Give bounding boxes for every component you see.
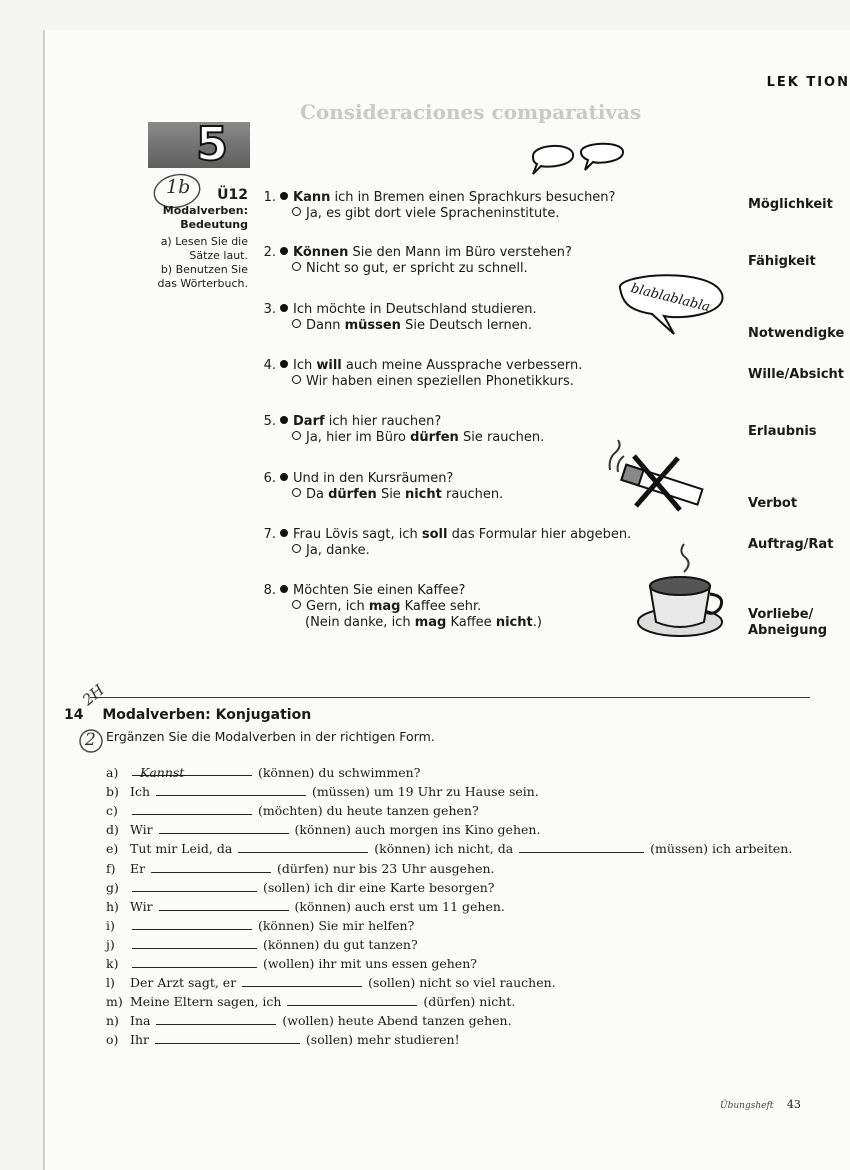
handwritten-number: 2 — [85, 730, 96, 750]
answer-blank[interactable] — [132, 880, 257, 892]
item-text: Ich möchte in Deutschland studieren. — [293, 302, 537, 317]
speaker-a-icon — [280, 304, 288, 312]
exercise12-item — [262, 245, 732, 277]
fill-in-row — [106, 899, 505, 915]
fill-in-row — [106, 765, 420, 781]
item-text: Ina — [130, 1013, 155, 1029]
bubble-text: blablablabla — [629, 281, 712, 316]
fill-in-row — [106, 861, 495, 877]
item-letter: c) — [106, 803, 118, 819]
item-text: Dann — [306, 318, 345, 333]
item-text: mag — [368, 599, 401, 614]
item-text: (können) auch morgen ins Kino gehen. — [290, 822, 541, 838]
exercise12-item — [262, 471, 732, 503]
item-text: Tut mir Leid, da — [130, 841, 237, 857]
item-text: rauchen. — [441, 487, 504, 502]
exercise12-number: Ü12 — [217, 187, 248, 203]
item-text: Er — [130, 860, 150, 876]
meaning-text: Auftrag/Rat — [748, 537, 834, 552]
item-letter: i) — [106, 917, 115, 933]
item-text: (können) du schwimmen? — [254, 765, 421, 780]
item-text: (sollen) nicht so viel rauchen. — [364, 975, 556, 991]
page-footer — [720, 1098, 801, 1111]
item-text: Ja, hier im Büro — [306, 430, 411, 445]
exercise12-item — [262, 583, 732, 631]
exercise14-instruction: Ergänzen Sie die Modalverben in der richtigen Form. — [106, 729, 435, 744]
speaker-b-icon — [292, 600, 301, 609]
meaning-label — [748, 537, 833, 553]
fill-in-row — [106, 1032, 460, 1048]
item-text: (Nein danke, ich — [305, 615, 415, 630]
item-text: Frau Lövis sagt, ich — [293, 527, 422, 542]
item-number: 2. — [263, 245, 276, 260]
exercise14-title: Modalverben: Konjugation — [102, 707, 312, 723]
item-text: Darf — [293, 414, 325, 429]
chapter-header: LEK TION — [766, 75, 850, 90]
item-letter: a) — [106, 765, 119, 780]
answer-blank[interactable] — [242, 975, 362, 987]
item-text: das Formular hier abgeben. — [447, 527, 632, 542]
page-number: 43 — [786, 1098, 801, 1111]
meaning-text: Abneigung — [748, 623, 828, 638]
meaning-label — [748, 326, 844, 342]
meaning-label — [748, 424, 817, 440]
answer-blank[interactable] — [132, 937, 257, 949]
answer-blank[interactable] — [151, 861, 271, 873]
item-text: (sollen) ich dir eine Karte besorgen? — [259, 879, 495, 895]
item-number: 6. — [263, 471, 276, 486]
fill-in-row — [106, 880, 495, 896]
answer-blank[interactable] — [287, 994, 417, 1006]
item-letter: l) — [106, 975, 115, 991]
item-text: Ich — [293, 358, 317, 373]
item-letter: n) — [106, 1013, 119, 1029]
item-number: 8. — [263, 583, 276, 598]
meaning-text: Verbot — [748, 496, 798, 511]
exercise12-item — [262, 414, 732, 446]
speaker-a-icon — [280, 360, 288, 368]
answer-blank[interactable] — [132, 956, 257, 968]
fill-in-row — [106, 822, 540, 838]
answer-blank[interactable] — [156, 1013, 276, 1025]
item-text: (wollen) ihr mit uns essen gehen? — [259, 956, 477, 971]
item-letter: b) — [106, 784, 119, 800]
item-text: (können) ich nicht, da — [370, 841, 518, 857]
item-text: Sie den Mann im Büro verstehen? — [348, 245, 572, 260]
speaker-b-icon — [292, 431, 301, 440]
speaker-a-icon — [280, 192, 288, 200]
speaker-a-icon — [280, 473, 288, 481]
speech-bubbles-icon — [527, 138, 627, 178]
speaker-b-icon — [292, 207, 301, 216]
item-text: Sie rauchen. — [458, 430, 545, 445]
item-text: Wir haben einen speziellen Phonetikkurs. — [306, 374, 574, 389]
item-letter: f) — [106, 860, 116, 876]
item-letter: h) — [106, 898, 119, 914]
item-text: ich hier rauchen? — [324, 414, 442, 429]
item-text: Wir — [130, 822, 157, 838]
item-text: Sie Deutsch lernen. — [400, 318, 533, 333]
item-text: müssen — [344, 318, 401, 333]
fill-in-row — [106, 841, 792, 857]
item-number: 1. — [263, 190, 276, 205]
item-text: ich in Bremen einen Sprachkurs besuchen? — [330, 190, 616, 205]
item-text: Und in den Kursräumen? — [293, 471, 454, 486]
speaker-a-icon — [280, 529, 288, 537]
speaker-b-icon — [292, 375, 301, 384]
answer-blank[interactable] — [159, 899, 289, 911]
item-text: dürfen — [328, 487, 377, 502]
item-number: 5. — [263, 414, 276, 429]
answer-blank[interactable] — [155, 1032, 300, 1044]
speaker-a-icon — [280, 416, 288, 424]
meaning-text: Wille/Absicht — [748, 367, 845, 382]
item-text: soll — [421, 527, 448, 542]
item-number: 7. — [263, 527, 276, 542]
item-text: will — [316, 358, 342, 373]
item-text: Meine Eltern sagen, ich — [130, 994, 286, 1010]
handwritten-mark: 2H — [78, 680, 108, 710]
section-divider — [90, 697, 810, 698]
item-text: nicht — [495, 615, 533, 630]
item-text: (können) auch erst um 11 gehen. — [290, 898, 505, 914]
chapter-number: 5 — [196, 117, 229, 171]
speaker-a-icon — [280, 247, 288, 255]
answer-blank[interactable] — [132, 918, 252, 930]
exercise12-item — [262, 358, 732, 390]
fill-in-row — [106, 975, 556, 991]
fill-in-row — [106, 784, 539, 800]
item-text: Ich — [130, 784, 154, 800]
answer-blank[interactable] — [238, 841, 368, 853]
item-text: (wollen) heute Abend tanzen gehen. — [278, 1013, 512, 1029]
item-text: Können — [293, 245, 349, 260]
item-text: Gern, ich — [306, 599, 369, 614]
answer-blank[interactable]: Kannst — [132, 765, 252, 776]
fill-in-row — [106, 1013, 512, 1029]
answer-blank[interactable] — [519, 841, 644, 853]
item-text: Kaffee — [446, 615, 496, 630]
handwritten-note: 1b — [166, 176, 191, 198]
meaning-text: Erlaubnis — [748, 424, 817, 439]
speaker-b-icon — [292, 488, 301, 497]
meaning-label — [748, 496, 797, 512]
bleed-through-title: Consideraciones comparativas — [300, 100, 642, 124]
item-number: 4. — [263, 358, 276, 373]
meaning-label — [748, 197, 833, 213]
item-letter: d) — [106, 822, 119, 838]
exercise12-instruction-a: a) Lesen Sie die Sätze laut. — [160, 235, 248, 262]
fill-in-row — [106, 956, 477, 972]
speaker-a-icon — [280, 585, 288, 593]
item-text: Kaffee sehr. — [400, 599, 482, 614]
item-text: (können) Sie mir helfen? — [254, 917, 415, 933]
footer-book: Übungsheft — [720, 1101, 774, 1111]
item-text: Sie — [376, 487, 405, 502]
item-text: (müssen) ich arbeiten. — [646, 841, 793, 857]
item-text: (dürfen) nicht. — [419, 994, 516, 1010]
item-text: nicht — [404, 487, 442, 502]
fill-in-row — [106, 994, 515, 1010]
fill-in-row — [106, 918, 414, 934]
item-text: (müssen) um 19 Uhr zu Hause sein. — [307, 784, 539, 800]
item-text: mag — [414, 615, 447, 630]
item-text: Möchten Sie einen Kaffee? — [293, 583, 466, 598]
item-text: Kann — [293, 190, 331, 205]
item-text: (sollen) mehr studieren! — [301, 1032, 460, 1048]
speaker-b-icon — [292, 319, 301, 328]
item-text: auch meine Aussprache verbessern. — [341, 358, 583, 373]
speaker-b-icon — [292, 262, 301, 271]
exercise12-item — [262, 190, 732, 222]
item-text: Ihr — [130, 1032, 153, 1048]
exercise12-instruction-b: b) Benutzen Sie das Wörterbuch. — [157, 263, 248, 290]
item-text: dürfen — [410, 430, 459, 445]
item-text: .) — [532, 615, 542, 630]
meaning-label — [748, 607, 827, 639]
item-letter: k) — [106, 956, 119, 971]
item-text: (möchten) du heute tanzen gehen? — [254, 803, 479, 819]
item-letter: g) — [106, 879, 119, 895]
item-text: (können) du gut tanzen? — [259, 936, 418, 952]
meaning-label — [748, 367, 844, 383]
item-text: Ja, es gibt dort viele Spracheninstitute. — [306, 206, 560, 221]
answer-blank[interactable] — [132, 803, 252, 815]
meaning-text: Notwendigke — [748, 326, 845, 341]
item-text: Der Arzt sagt, er — [130, 975, 241, 991]
exercise14-heading — [64, 707, 311, 723]
answer-blank[interactable] — [156, 784, 306, 796]
exercise12-title: Modalverben: Bedeutung — [162, 204, 248, 231]
answer-blank[interactable] — [159, 822, 289, 834]
meaning-text: Möglichkeit — [748, 197, 833, 212]
exercise12-item — [262, 302, 732, 334]
item-letter: m) — [106, 994, 123, 1010]
exercise12-sidebar — [150, 188, 248, 291]
meaning-label — [748, 254, 816, 270]
fill-in-row — [106, 803, 479, 819]
item-text: Ja, danke. — [306, 543, 370, 558]
item-text: Wir — [130, 898, 157, 914]
speaker-b-icon — [292, 544, 301, 553]
item-letter: o) — [106, 1032, 119, 1048]
item-text: Nicht so gut, er spricht zu schnell. — [306, 261, 528, 276]
item-number: 3. — [263, 302, 276, 317]
item-text: (dürfen) nur bis 23 Uhr ausgehen. — [273, 860, 495, 876]
exercise14-number: 14 — [64, 707, 84, 723]
item-text: Da — [306, 487, 329, 502]
meaning-text: Fähigkeit — [748, 254, 816, 269]
fill-in-row — [106, 937, 418, 953]
item-letter: e) — [106, 841, 119, 857]
exercise12-item — [262, 527, 732, 559]
item-letter: j) — [106, 936, 115, 952]
meaning-text: Vorliebe/ — [748, 607, 814, 622]
